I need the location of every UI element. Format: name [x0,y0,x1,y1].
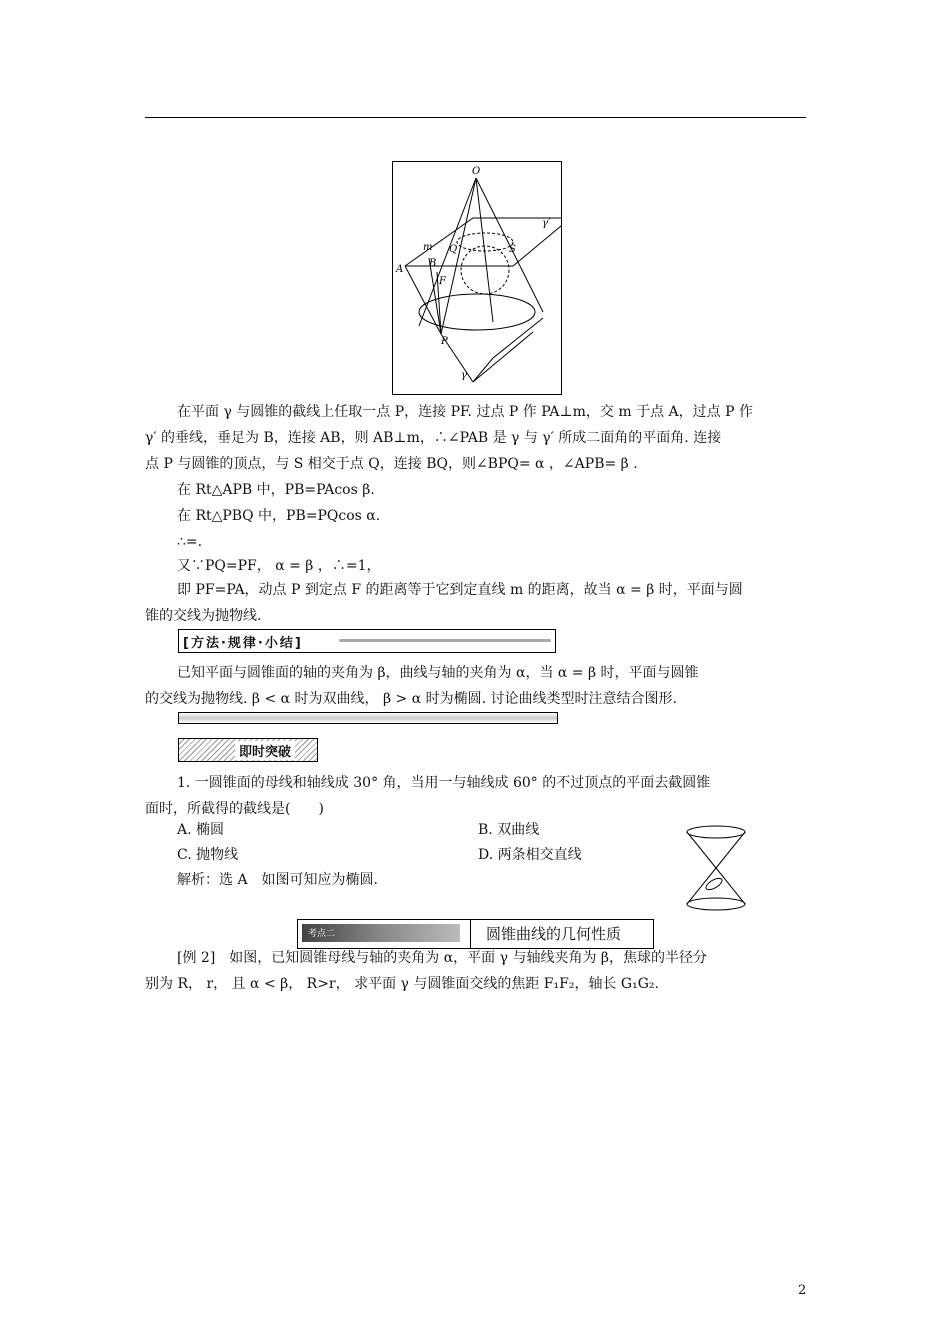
text-line: ∴=. [177,534,203,550]
label-p: P [441,336,448,347]
option-a: A. 椭圆 [177,822,225,838]
page-number: 2 [798,1283,807,1298]
banner-bar [339,639,551,642]
section-tag-label: 考点二 [308,929,336,939]
method-banner [178,629,556,653]
option-d: D. 两条相交直线 [478,847,582,863]
label-f: F [439,276,446,287]
label-o: O [472,166,481,177]
text-line: 在 Rt△APB 中，PB=PAcos β. [177,482,375,498]
label-q: Q [449,244,458,255]
answer-text: 解析：选 A 如图可知应为椭圆. [177,872,379,888]
text-line: 又∵PQ=PF， α = β ，∴=1， [177,558,381,574]
text-line: 锥的交线为抛物线. [145,608,262,624]
label-m: m [423,242,433,253]
proof-para-1 [145,399,807,425]
text-line: 在平面 γ 与圆锥的截线上任取一点 P，连接 PF. 过点 P 作 PA⊥m，交 m 于点 A，过点 P 作 [177,404,753,420]
section-divider [470,920,471,948]
question-text: 面时，所截得的截线是( ) [145,801,324,817]
method-end-bar [178,712,558,724]
text-line: 在 Rt△PBQ 中，PB=PQcos α. [177,508,381,524]
text-line: 即 PF=PA，动点 P 到定点 F 的距离等于它到定直线 m 的距离，故当 α = β 时，平面与圆 [177,582,743,598]
question-text: 1. 一圆锥面的母线和轴线成 30° 角，当用一与轴线成 60° 的不过顶点的平面去截圆锥 [177,775,711,791]
label-a: A [396,264,404,275]
section-title: 圆锥曲线的几何性质 [486,925,622,943]
text-line: 点 P 与圆锥的顶点，与 S 相交于点 Q，连接 BQ，则∠BPQ= α ，∠APB= β . [145,456,638,472]
label-gamma-prime: γ′ [542,218,551,229]
double-cone-figure [684,824,748,914]
label-gamma: γ [461,370,467,381]
text-line: γ′ 的垂线，垂足为 B，连接 AB，则 AB⊥m，∴∠PAB 是 γ 与 γ′ 所成二面角的平面角. 连接 [145,430,722,446]
option-b: B. 双曲线 [478,822,540,838]
exercise-banner-label: 即时突破 [235,741,295,760]
exercise-banner [178,738,318,762]
cone-section-figure [392,161,562,395]
example-text: 别为 R， r， 且 α < β， R>r， 求平面 γ 与圆锥面交线的焦距 F₁F₂，轴长 G₁G₂. [145,976,659,992]
text-line: 的交线为抛物线. β < α 时为双曲线， β > α 时为椭圆. 讨论曲线类型时注意结合图形. [145,691,677,707]
header-rule [145,117,806,118]
text-line: 已知平面与圆锥面的轴的夹角为 β，曲线与轴的夹角为 α，当 α = β 时，平面与圆锥 [177,665,699,681]
cone-diagram [393,162,561,394]
label-s: S [509,244,516,255]
section-tag [302,924,460,942]
example-text: [例 2] 如图，已知圆锥母线与轴的夹角为 α，平面 γ 与轴线夹角为 β，焦球的半径分 [177,950,707,966]
option-c: C. 抛物线 [177,847,239,863]
method-banner-label: [方法·规律·小结] [183,636,303,651]
label-b: B [429,258,437,269]
